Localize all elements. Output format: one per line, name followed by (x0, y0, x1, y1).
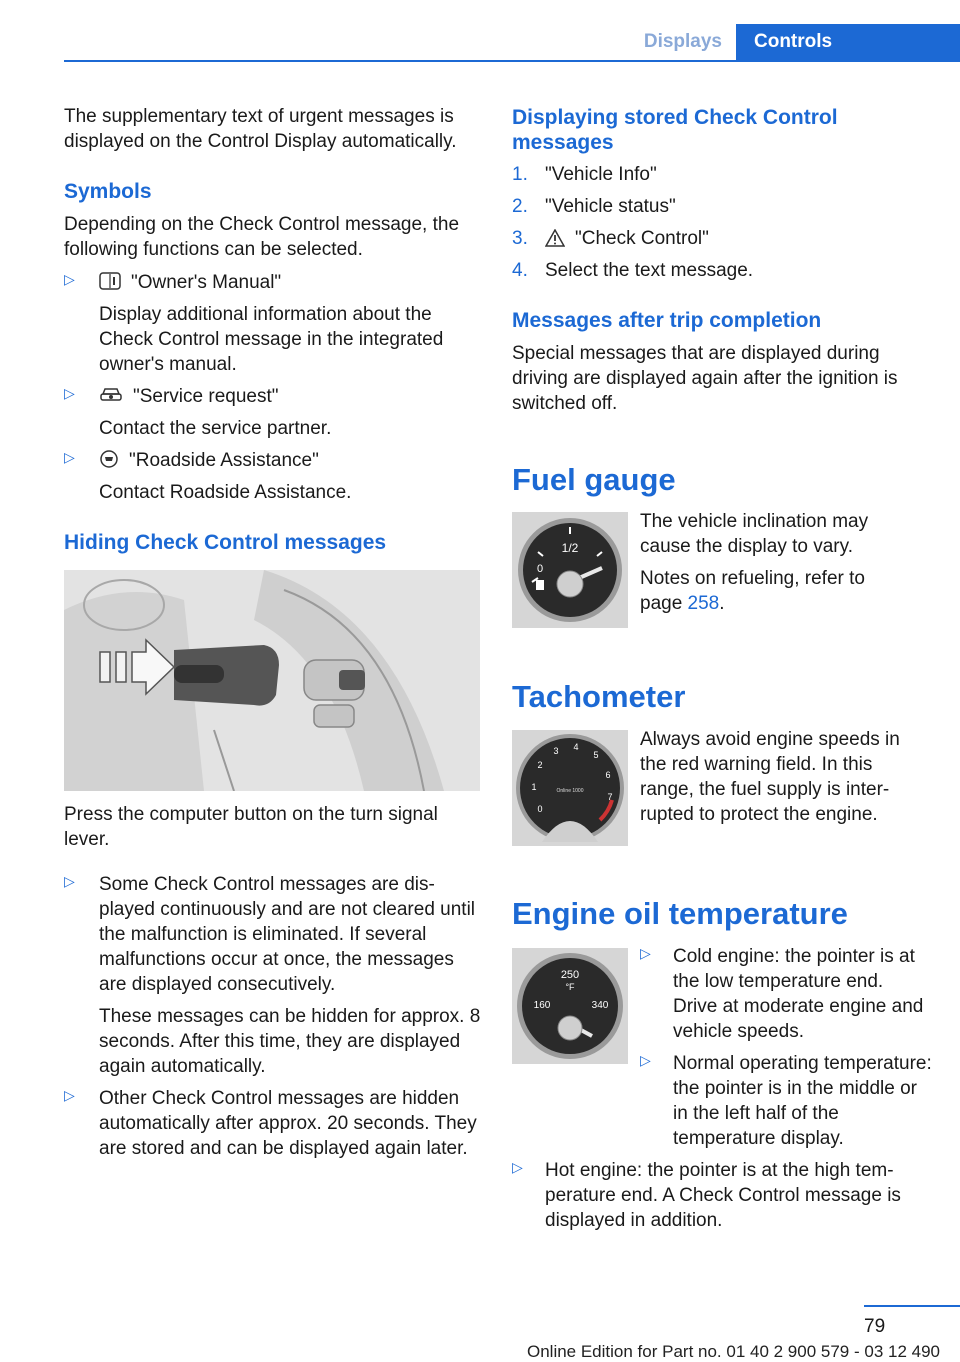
page-link-258[interactable]: 258 (687, 593, 720, 614)
tach-label-2: 2 (537, 760, 543, 770)
triangle-bullet-icon: ▷ (64, 873, 75, 889)
triangle-bullet-icon: ▷ (640, 945, 651, 961)
step-1 (512, 162, 932, 194)
tach-brand-text: Online 1000 (556, 788, 584, 794)
step-text: Select the text message. (545, 260, 754, 281)
fuel-half-label: 1/2 (561, 541, 579, 555)
tach-label-3: 3 (553, 746, 559, 756)
roadside-assistance-label: "Roadside Assistance" (129, 450, 319, 471)
tachometer-illustration (512, 730, 628, 846)
oil-high-label: 340 (591, 1000, 609, 1011)
oil-temperature-gauge-illustration (512, 948, 628, 1064)
footer-rule (864, 1305, 960, 1307)
fuel-gauge-illustration (512, 512, 628, 628)
symbols-item-service-request (64, 384, 484, 441)
fuel-gauge-heading: Fuel gauge (512, 462, 676, 497)
page-number: 79 (864, 1316, 886, 1337)
header-rule (64, 60, 960, 62)
tach-label-0: 0 (537, 804, 543, 814)
oil-normal-text: Normal operating temperature: the pointer is in the middle or in the left half of the temperature display. (673, 1053, 932, 1149)
oil-temperature-heading: Engine oil temperature (512, 896, 848, 931)
oil-bullet-normal (640, 1051, 932, 1151)
service-request-description: Contact the service partner. (99, 418, 332, 439)
owners-manual-description: Display additional information about the Check Control message in the integrated owner's manual. (99, 304, 444, 375)
bullet-other-messages (64, 1086, 484, 1161)
tachometer-heading: Tachometer (512, 679, 686, 714)
service-request-icon (99, 385, 123, 405)
step-4 (512, 258, 932, 290)
step-text: "Check Control" (575, 228, 709, 249)
stored-steps-list (512, 162, 932, 290)
triangle-bullet-icon: ▷ (64, 449, 75, 465)
tach-label-5: 5 (593, 750, 599, 760)
step-number: 1. (512, 164, 528, 185)
step-3 (512, 226, 932, 258)
fuel-refuel-note (640, 566, 910, 616)
continuous-messages-text: Some Check Control messages are displayed continuously and are not cleared until the malfunction is eliminated. If several malfunctions occur at once, the messages are displayed consecutively. (99, 874, 476, 995)
trip-completion-heading: Messages after trip completion (512, 309, 822, 332)
tach-label-4: 4 (573, 742, 579, 752)
tach-label-1: 1 (531, 782, 537, 792)
intro-paragraph: The supplementary text of urgent messages is displayed on the Control Display automatically. (64, 106, 457, 152)
other-messages-text: Other Check Control messages are hidden automatically after approx. 20 seconds. They are stored and can be displayed again later. (99, 1088, 477, 1159)
edition-footer: Online Edition for Part no. 01 40 2 900 579 - 03 12 490 (526, 1342, 940, 1361)
step-text: "Vehicle status" (545, 196, 676, 217)
hiding-heading: Hiding Check Control messages (64, 531, 387, 554)
tachometer-text: Always avoid engine speeds in the red warning field. In this range, the fuel supply is interrupted to protect the engine. (640, 729, 900, 825)
triangle-bullet-icon: ▷ (64, 385, 75, 401)
owners-manual-label: "Owner's Manual" (131, 272, 282, 293)
symbols-heading: Symbols (64, 180, 152, 203)
oil-unit-label: °F (565, 982, 575, 992)
oil-hot-text: Hot engine: the pointer is at the high temperature end. A Check Control message is displayed in addition. (545, 1160, 901, 1231)
step-number: 3. (512, 228, 528, 249)
tach-label-7: 7 (607, 792, 613, 802)
book-icon (99, 271, 121, 291)
step-2 (512, 194, 932, 226)
symbols-item-roadside-assistance (64, 448, 484, 505)
symbols-text: Depending on the Check Control message, the following functions can be selected. (64, 214, 460, 260)
stored-messages-heading: Displaying stored Check Control messages (512, 106, 838, 154)
triangle-bullet-icon: ▷ (64, 1087, 75, 1103)
service-request-label: "Service request" (133, 386, 279, 407)
fuel-inclination-text: The vehicle inclination may cause the display to vary. (640, 511, 869, 557)
tab-displays[interactable]: Displays (643, 31, 722, 52)
step-number: 2. (512, 196, 528, 217)
oil-mid-label: 250 (560, 969, 580, 981)
press-button-text: Press the computer button on the turn signal lever. (64, 804, 438, 850)
symbols-item-owners-manual (64, 270, 484, 377)
warning-triangle-icon (545, 229, 565, 247)
fuel-zero-label: 0 (536, 563, 544, 575)
hidden-messages-text: These messages can be hidden for approx. 8 seconds. After this time, they are displayed again automatically. (99, 1006, 481, 1077)
turn-signal-lever-illustration (64, 570, 480, 791)
oil-low-label: 160 (533, 1000, 551, 1011)
refuel-note-text: Notes on refueling, refer to page (640, 568, 865, 614)
oil-cold-text: Cold engine: the pointer is at the low temperature end. Drive at moderate engine and vehicle speeds. (673, 946, 924, 1042)
oil-bullet-cold (640, 944, 932, 1044)
tach-label-6: 6 (605, 770, 611, 780)
triangle-bullet-icon: ▷ (640, 1052, 651, 1068)
refuel-note-end: . (719, 593, 725, 614)
trip-completion-text: Special messages that are displayed during driving are displayed again after the ignition is switched off. (512, 343, 898, 414)
roadside-assistance-description: Contact Roadside Assistance. (99, 482, 352, 503)
oil-bullet-hot (512, 1158, 932, 1233)
triangle-bullet-icon: ▷ (512, 1159, 523, 1175)
tab-controls[interactable]: Controls (736, 24, 960, 60)
bullet-continuous-messages (64, 872, 484, 1079)
roadside-assistance-icon (99, 449, 119, 469)
step-number: 4. (512, 260, 528, 281)
step-text: "Vehicle Info" (545, 164, 657, 185)
triangle-bullet-icon: ▷ (64, 271, 75, 287)
